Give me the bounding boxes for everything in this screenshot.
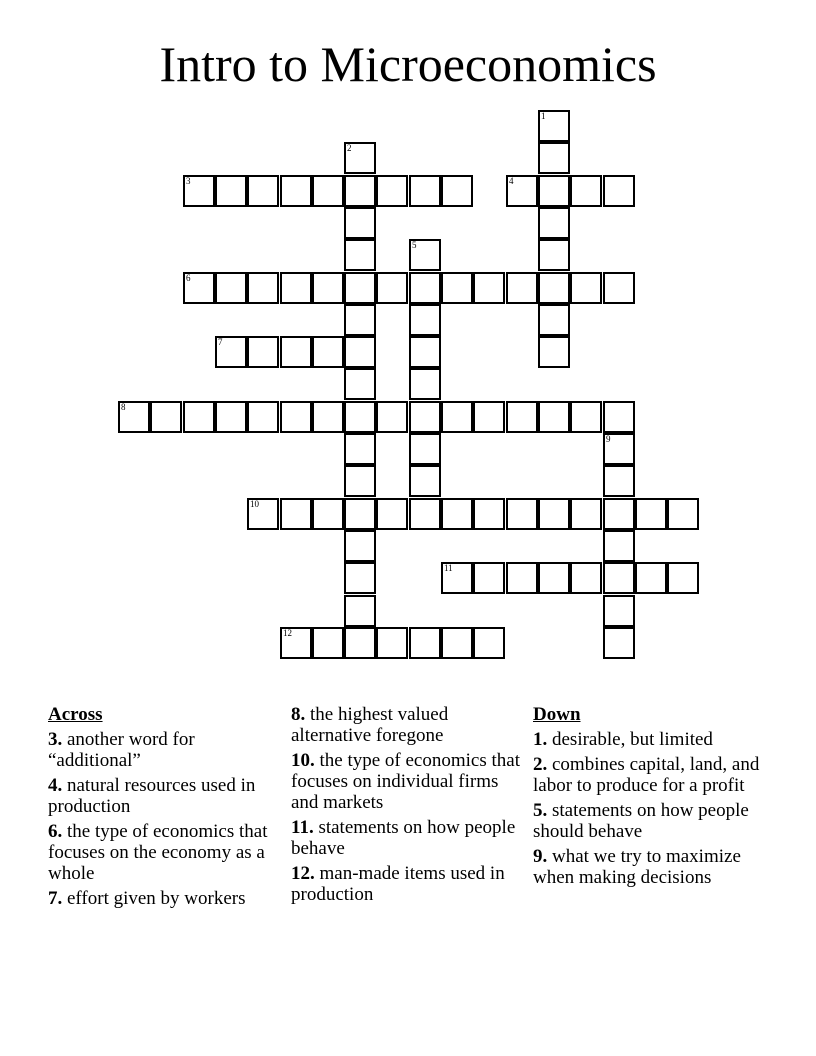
grid-cell[interactable] bbox=[441, 175, 473, 207]
grid-cell[interactable] bbox=[344, 368, 376, 400]
grid-cell[interactable] bbox=[376, 401, 408, 433]
grid-cell[interactable] bbox=[473, 401, 505, 433]
cell-number: 9 bbox=[606, 434, 611, 444]
grid-cell[interactable] bbox=[506, 401, 538, 433]
grid-cell[interactable] bbox=[376, 498, 408, 530]
grid-cell[interactable] bbox=[538, 207, 570, 239]
grid-cell[interactable] bbox=[183, 401, 215, 433]
clue-across-10: 10. the type of economics that focuses on individual firms and markets bbox=[291, 750, 520, 813]
grid-cell[interactable] bbox=[409, 336, 441, 368]
page-title: Intro to Microeconomics bbox=[159, 36, 657, 92]
cell-number: 5 bbox=[412, 240, 417, 250]
grid-cell[interactable] bbox=[409, 401, 441, 433]
clues-column-2 bbox=[291, 704, 527, 909]
grid-cell[interactable] bbox=[409, 465, 441, 497]
grid-cell[interactable] bbox=[376, 272, 408, 304]
clue-down-2: 2. combines capital, land, and labor to produce for a profit bbox=[533, 754, 760, 796]
cell-number: 8 bbox=[121, 402, 126, 412]
grid-cell[interactable] bbox=[635, 498, 667, 530]
grid-cell[interactable] bbox=[441, 401, 473, 433]
cell-number: 6 bbox=[186, 273, 191, 283]
cell-number: 4 bbox=[509, 176, 514, 186]
grid-cell[interactable] bbox=[603, 562, 635, 594]
clue-down-9: 9. what we try to maximize when making decisions bbox=[533, 846, 741, 888]
grid-cell[interactable] bbox=[183, 272, 215, 304]
grid-cell[interactable] bbox=[215, 175, 247, 207]
grid-cell[interactable] bbox=[473, 272, 505, 304]
grid-cell[interactable] bbox=[538, 110, 570, 142]
grid-cell[interactable] bbox=[247, 175, 279, 207]
grid-cell[interactable] bbox=[312, 175, 344, 207]
grid-cell[interactable] bbox=[441, 627, 473, 659]
grid-cell[interactable] bbox=[183, 175, 215, 207]
grid-cell[interactable] bbox=[473, 627, 505, 659]
clue-across-11: 11. statements on how people behave bbox=[291, 817, 516, 859]
clue-across-8: 8. the highest valued alternative foregone bbox=[291, 704, 449, 746]
grid-cell[interactable] bbox=[312, 336, 344, 368]
grid-cell[interactable] bbox=[506, 498, 538, 530]
grid-cell[interactable] bbox=[409, 498, 441, 530]
grid-cell[interactable] bbox=[538, 336, 570, 368]
grid-cell[interactable] bbox=[312, 498, 344, 530]
down-heading: Down bbox=[533, 704, 581, 725]
cell-number: 7 bbox=[218, 337, 223, 347]
grid-cell[interactable] bbox=[280, 498, 312, 530]
grid-cell[interactable] bbox=[603, 401, 635, 433]
cell-number: 11 bbox=[444, 563, 453, 573]
grid-cell[interactable] bbox=[215, 272, 247, 304]
grid-cell[interactable] bbox=[506, 175, 538, 207]
grid-cell[interactable] bbox=[409, 304, 441, 336]
grid-cell[interactable] bbox=[344, 530, 376, 562]
grid-cell[interactable] bbox=[344, 562, 376, 594]
clue-across-6: 6. the type of economics that focuses on the economy as a whole bbox=[48, 821, 268, 884]
clue-across-4: 4. natural resources used in production bbox=[48, 775, 256, 817]
clue-across-12: 12. man-made items used in production bbox=[291, 863, 505, 905]
grid-cell[interactable] bbox=[344, 207, 376, 239]
grid-cell[interactable] bbox=[280, 175, 312, 207]
grid-cell[interactable] bbox=[409, 239, 441, 271]
grid-cell[interactable] bbox=[247, 272, 279, 304]
grid-cell[interactable] bbox=[603, 595, 635, 627]
grid-cell[interactable] bbox=[538, 142, 570, 174]
grid-cell[interactable] bbox=[603, 530, 635, 562]
grid-cell[interactable] bbox=[409, 627, 441, 659]
grid-cell[interactable] bbox=[603, 175, 635, 207]
grid-cell[interactable] bbox=[280, 401, 312, 433]
grid-cell[interactable] bbox=[344, 304, 376, 336]
grid-cell[interactable] bbox=[603, 627, 635, 659]
grid-cell[interactable] bbox=[441, 272, 473, 304]
grid-cell[interactable] bbox=[409, 433, 441, 465]
clue-across-3: 3. another word for “additional” bbox=[48, 729, 195, 771]
grid-cell[interactable] bbox=[538, 175, 570, 207]
grid-cell[interactable] bbox=[538, 498, 570, 530]
grid-cell[interactable] bbox=[280, 336, 312, 368]
grid-cell[interactable] bbox=[344, 239, 376, 271]
grid-cell[interactable] bbox=[570, 401, 602, 433]
grid-cell[interactable] bbox=[603, 433, 635, 465]
grid-cell[interactable] bbox=[344, 336, 376, 368]
grid-cell[interactable] bbox=[409, 175, 441, 207]
grid-cell[interactable] bbox=[312, 401, 344, 433]
grid-cell[interactable] bbox=[506, 562, 538, 594]
grid-cell[interactable] bbox=[344, 272, 376, 304]
cell-number: 10 bbox=[250, 499, 259, 509]
grid-cell[interactable] bbox=[603, 272, 635, 304]
grid-cell[interactable] bbox=[409, 272, 441, 304]
grid-cell[interactable] bbox=[538, 304, 570, 336]
grid-cell[interactable] bbox=[118, 401, 150, 433]
cell-number: 2 bbox=[347, 143, 352, 153]
grid-cell[interactable] bbox=[570, 175, 602, 207]
grid-cell[interactable] bbox=[409, 368, 441, 400]
grid-cell[interactable] bbox=[376, 627, 408, 659]
grid-cell[interactable] bbox=[344, 433, 376, 465]
grid-cell[interactable] bbox=[667, 498, 699, 530]
grid-cell[interactable] bbox=[150, 401, 182, 433]
grid-cell[interactable] bbox=[570, 272, 602, 304]
clues-column-3 bbox=[533, 704, 773, 892]
grid-cell[interactable] bbox=[473, 498, 505, 530]
grid-cell[interactable] bbox=[344, 175, 376, 207]
grid-cell[interactable] bbox=[441, 498, 473, 530]
cell-number: 12 bbox=[283, 628, 292, 638]
grid-cell[interactable] bbox=[506, 272, 538, 304]
grid-cell[interactable] bbox=[603, 498, 635, 530]
grid-cell[interactable] bbox=[635, 562, 667, 594]
grid-cell[interactable] bbox=[215, 401, 247, 433]
clues-column-1 bbox=[48, 704, 284, 913]
clue-across-7: 7. effort given by workers bbox=[48, 888, 246, 909]
grid-cell[interactable] bbox=[376, 175, 408, 207]
grid-cell[interactable] bbox=[570, 498, 602, 530]
grid-cell[interactable] bbox=[280, 627, 312, 659]
grid-cell[interactable] bbox=[538, 401, 570, 433]
grid-cell[interactable] bbox=[570, 562, 602, 594]
grid-cell[interactable] bbox=[247, 336, 279, 368]
grid-cell[interactable] bbox=[603, 465, 635, 497]
grid-cell[interactable] bbox=[312, 272, 344, 304]
grid-cell[interactable] bbox=[215, 336, 247, 368]
grid-cell[interactable] bbox=[344, 142, 376, 174]
grid-cell[interactable] bbox=[247, 401, 279, 433]
cell-number: 1 bbox=[541, 111, 546, 121]
grid-cell[interactable] bbox=[538, 562, 570, 594]
clue-down-1: 1. desirable, but limited bbox=[533, 729, 713, 750]
grid-cell[interactable] bbox=[538, 239, 570, 271]
grid-cell[interactable] bbox=[441, 562, 473, 594]
cell-number: 3 bbox=[186, 176, 191, 186]
across-heading: Across bbox=[48, 704, 103, 725]
grid-cell[interactable] bbox=[667, 562, 699, 594]
grid-cell[interactable] bbox=[344, 465, 376, 497]
grid-cell[interactable] bbox=[280, 272, 312, 304]
grid-cell[interactable] bbox=[312, 627, 344, 659]
grid-cell[interactable] bbox=[247, 498, 279, 530]
grid-cell[interactable] bbox=[344, 401, 376, 433]
grid-cell[interactable] bbox=[344, 627, 376, 659]
grid-cell[interactable] bbox=[538, 272, 570, 304]
grid-cell[interactable] bbox=[344, 498, 376, 530]
grid-cell[interactable] bbox=[344, 595, 376, 627]
grid-cell[interactable] bbox=[473, 562, 505, 594]
clue-down-5: 5. statements on how people should behave bbox=[533, 800, 749, 842]
